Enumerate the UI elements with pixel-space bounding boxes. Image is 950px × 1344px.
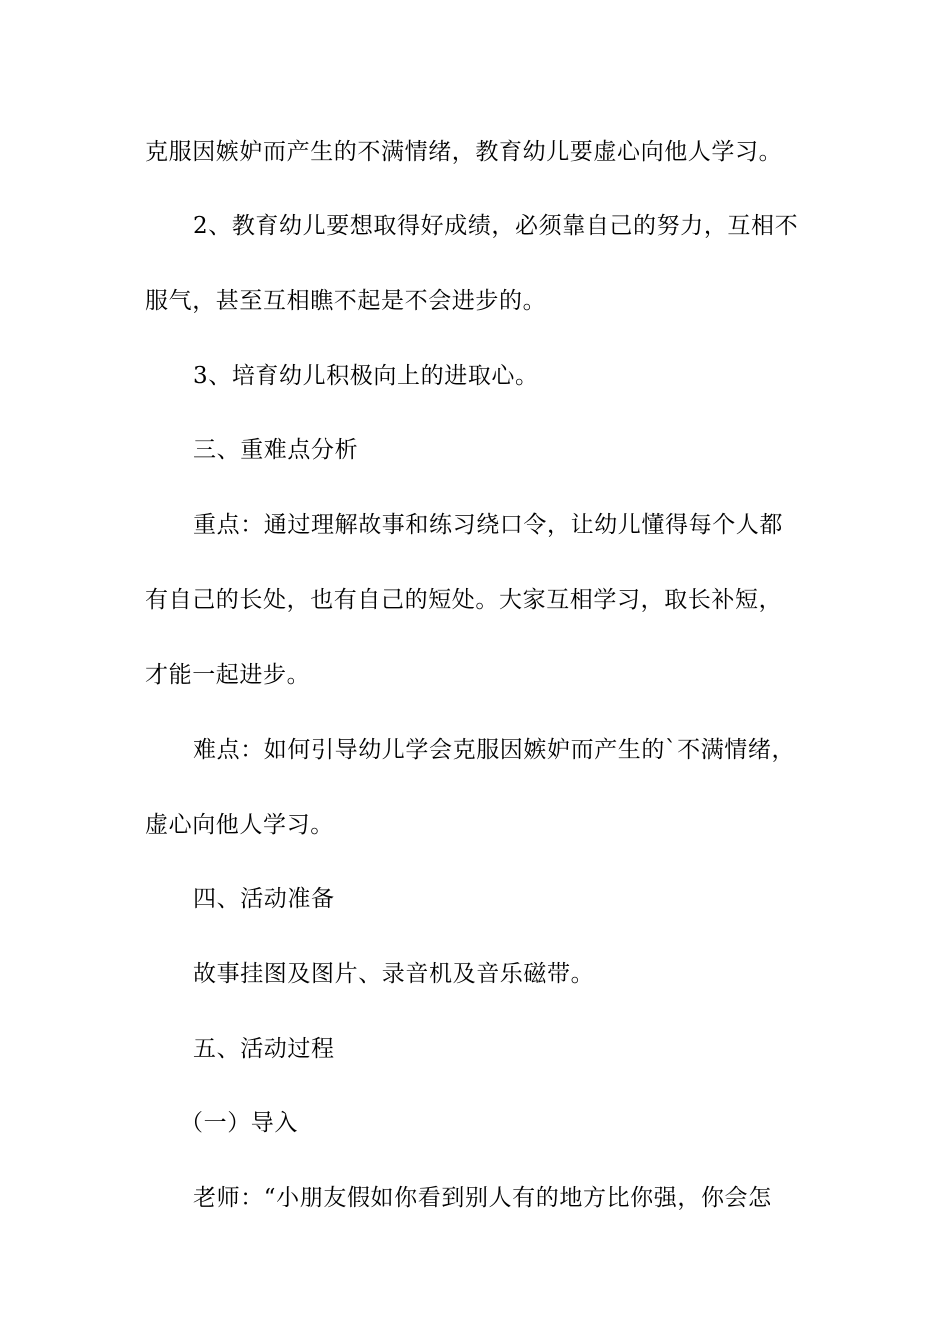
difficulty-line-1: 难点：如何引导幼儿学会克服因嫉妒而产生的`不满情绪， [193,737,796,763]
section-heading-preparation: 四、活动准备 [193,886,335,912]
difficulty-line-2: 虚心向他人学习。 [145,812,334,838]
key-point-line-3: 才能一起进步。 [145,662,311,688]
objective-3: 3、培育幼儿积极向上的进取心。 [193,363,539,389]
key-point-line-1: 重点：通过理解故事和练习绕口令，让幼儿懂得每个人都 [193,512,783,538]
section-heading-key-points: 三、重难点分析 [193,437,359,463]
teacher-quote-line-1: 老师：“小朋友假如你看到别人有的地方比你强，你会怎 [193,1185,772,1211]
paragraph-line-1: 克服因嫉妒而产生的不满情绪，教育幼儿要虚心向他人学习。 [145,139,783,165]
objective-2-line-1: 2、教育幼儿要想取得好成绩，必须靠自己的努力，互相不 [193,213,799,239]
section-heading-process: 五、活动过程 [193,1036,335,1062]
key-point-line-2: 有自己的长处，也有自己的短处。大家互相学习，取长补短， [145,587,783,613]
subsection-heading-intro: （一）导入 [180,1110,298,1136]
preparation-text: 故事挂图及图片、录音机及音乐磁带。 [193,961,595,987]
objective-2-line-2: 服气，甚至互相瞧不起是不会进步的。 [145,288,547,314]
